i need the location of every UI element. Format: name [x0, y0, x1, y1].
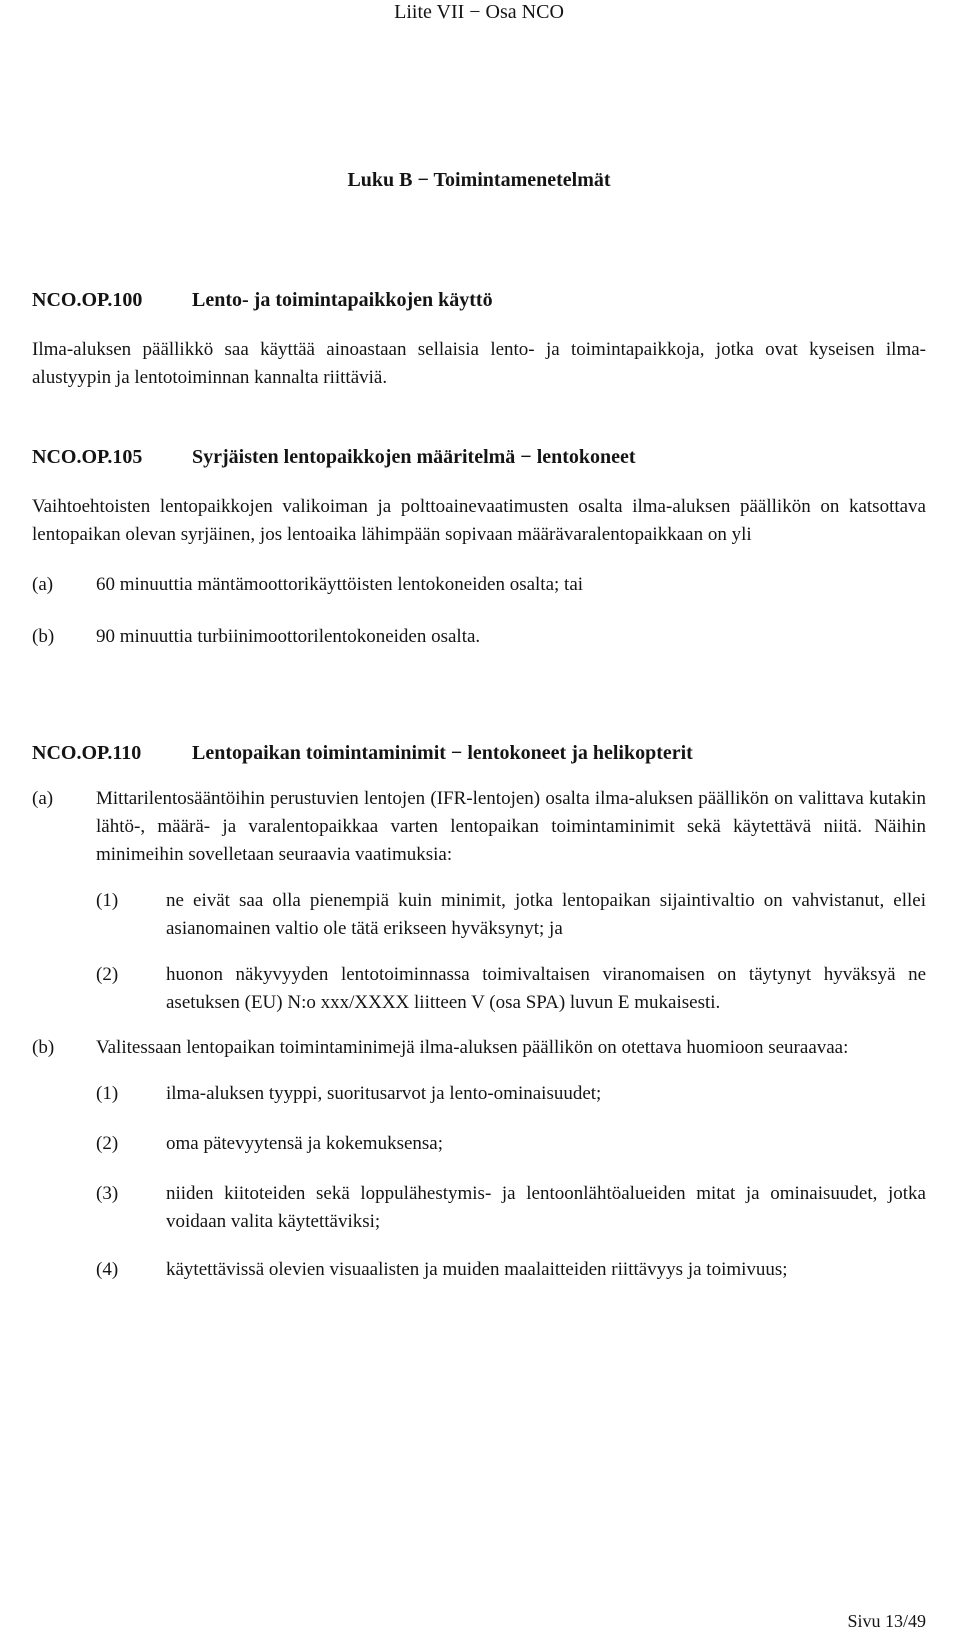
- sub-item-label: (1): [96, 890, 119, 911]
- section-op105: [32, 443, 926, 651]
- list-item-label: (b): [32, 626, 55, 647]
- sub-item-label: (4): [96, 1259, 119, 1280]
- section-code: NCO.OP.110: [32, 742, 142, 764]
- sub-item-label: (2): [96, 1133, 119, 1154]
- sub-list-item: [32, 1130, 926, 1158]
- list-item: [32, 623, 926, 651]
- sub-list-item: [32, 1256, 926, 1284]
- section-title: Lentopaikan toimintaminimit − lentokoneet ja helikopterit: [192, 742, 693, 764]
- sub-list-item: [32, 961, 926, 1017]
- sub-item-text: huonon näkyvyyden lentotoiminnassa toimivaltaisen viranomaisen on täytynyt hyväksyä ne asetuksen (EU) N:o xxx/XXXX liitteen V (osa SPA) luvun E mukaisesti.: [166, 964, 926, 1013]
- section-title: Lento- ja toimintapaikkojen käyttö: [192, 289, 493, 311]
- sub-item-label: (3): [96, 1183, 119, 1204]
- section-heading: [32, 739, 926, 767]
- section-op100: [32, 286, 926, 392]
- section-title: Syrjäisten lentopaikkojen määritelmä − lentokoneet: [192, 446, 636, 468]
- list-item-label: (a): [32, 788, 54, 809]
- list-item-label: (b): [32, 1037, 55, 1058]
- sub-item-text: ne eivät saa olla pienempiä kuin minimit, jotka lentopaikan sijaintivaltio on vahvistanut, ellei asianomainen valtio ole tätä erikseen hyväksynyt; ja: [166, 890, 926, 939]
- sub-list-item: [32, 1180, 926, 1236]
- section-heading: [32, 286, 926, 314]
- list-item: [32, 1034, 926, 1062]
- sub-item-text: niiden kiitoteiden sekä loppulähestymis- ja lentoonlähtöalueiden mitat ja ominaisuudet, jotka voidaan valita käytettäviksi;: [166, 1183, 926, 1232]
- list-item-text: Mittarilentosääntöihin perustuvien lentojen (IFR-lentojen) osalta ilma-aluksen päällikön on valittava kutakin lähtö-, määrä- ja varalentopaikkaa varten lentopaikan toimintaminimit sekä käytettävä niitä. Näihin minimeihin sovelletaan seuraavia vaatimuksia:: [96, 788, 926, 865]
- section-code: NCO.OP.105: [32, 446, 143, 468]
- list-item-text: Valitessaan lentopaikan toimintaminimejä ilma-aluksen päällikön on otettava huomioon seuraavaa:: [96, 1037, 849, 1058]
- sub-item-text: oma pätevyytensä ja kokemuksensa;: [166, 1133, 444, 1154]
- sub-item-label: (1): [96, 1083, 119, 1104]
- section-heading: [32, 443, 926, 471]
- sub-list-item: [32, 1080, 926, 1108]
- section-body: Vaihtoehtoisten lentopaikkojen valikoiman ja polttoainevaatimusten osalta ilma-aluksen päällikön on katsottava lentopaikan olevan syrjäinen, jos lentoaika lähimpään sopivaan määrävaralentopaikkaan on yli: [32, 496, 926, 545]
- section-body: Ilma-aluksen päällikkö saa käyttää ainoastaan sellaisia lento- ja toimintapaikkoja, jotka ovat kyseisen ilma-alustyypin ja lentotoiminnan kannalta riittäviä.: [32, 339, 926, 388]
- sub-list-item: [32, 887, 926, 943]
- list-item-text: 60 minuuttia mäntämoottorikäyttöisten lentokoneiden osalta; tai: [96, 574, 584, 595]
- running-header: Liite VII − Osa NCO: [394, 1, 564, 23]
- list-item: [32, 785, 926, 869]
- list-item: [32, 571, 926, 599]
- sub-item-text: käytettävissä olevien visuaalisten ja muiden maalaitteiden riittävyys ja toimivuus;: [166, 1259, 788, 1280]
- sub-item-text: ilma-aluksen tyyppi, suoritusarvot ja lento-ominaisuudet;: [166, 1083, 602, 1104]
- sub-item-label: (2): [96, 964, 119, 985]
- section-code: NCO.OP.100: [32, 289, 143, 311]
- page-number: Sivu 13/49: [847, 1611, 926, 1631]
- list-item-label: (a): [32, 574, 54, 595]
- section-op110: [32, 739, 926, 1284]
- list-item-text: 90 minuuttia turbiinimoottorilentokoneiden osalta.: [96, 626, 481, 647]
- chapter-heading: Luku B − Toimintamenetelmät: [347, 169, 611, 191]
